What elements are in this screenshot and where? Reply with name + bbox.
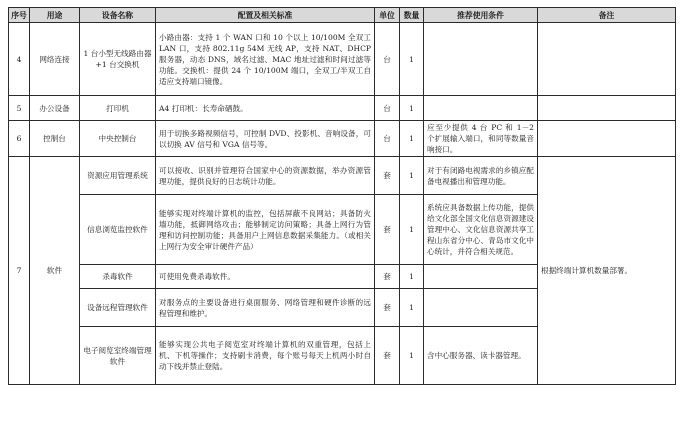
cell-qty: 1 [400,121,424,157]
cell-name: 打印机 [80,96,156,121]
cell-qty: 1 [400,289,424,327]
cell-condition [424,265,538,289]
cell-qty: 1 [400,195,424,265]
cell-condition: 系统应具备数据上传功能，提供给文化部全国文化信息资源建设管理中心、文化信息资源共享工程山东省分中心、青岛市文化中心统计，并符合相关规范。 [424,195,538,265]
cell-unit: 套 [375,157,400,195]
cell-config: 对服务点的主要设备进行桌面服务、网络管理和硬件诊断的远程管理和维护。 [156,289,375,327]
cell-name: 资源应用管理系统 [80,157,156,195]
cell-name: 1 台小型无线路由器+1 台交换机 [80,23,156,96]
cell-name: 杀毒软件 [80,265,156,289]
cell-unit: 套 [375,289,400,327]
cell-unit: 台 [375,96,400,121]
cell-config: 能够实现对终端计算机的监控，包括屏蔽不良网站；具备防火墙功能，抵御网络攻击；能够制定访问策略；具备上网行为管理和访问控制功能；具备用户上网信息数据采集能力。（或相关上网行为安全审计硬件产品） [156,195,375,265]
header-qty: 数量 [400,8,424,23]
cell-condition [424,23,538,96]
cell-condition: 应至少提供 4 台 PC 和 1－2 个扩展输入端口，和同等数量音响接口。 [424,121,538,157]
header-condition: 推荐使用条件 [424,8,538,23]
table-row [9,121,676,157]
cell-qty: 1 [400,327,424,385]
cell-seq: 5 [9,96,30,121]
header-config: 配置及相关标准 [156,8,375,23]
cell-config: 能够实现公共电子阅览室对终端计算机的双重管理，包括上机、下机等操作；支持刷卡消费，每个账号每天上机两小时自动下线并禁止登陆。 [156,327,375,385]
cell-config: 用于切换多路视频信号，可控制 DVD、投影机、音响设备，可以切换 AV 信号和 VGA 信号等。 [156,121,375,157]
cell-remark [538,96,676,121]
cell-seq: 4 [9,23,30,96]
cell-config: A4 打印机：长寿命硒鼓。 [156,96,375,121]
cell-unit: 台 [375,121,400,157]
cell-seq: 6 [9,121,30,157]
header-use: 用途 [30,8,80,23]
cell-condition [424,289,538,327]
cell-unit: 套 [375,195,400,265]
cell-qty: 1 [400,157,424,195]
cell-name: 中央控制台 [80,121,156,157]
cell-unit: 套 [375,265,400,289]
cell-remark [538,121,676,157]
header-row [9,8,676,23]
cell-name: 信息浏览监控软件 [80,195,156,265]
cell-remark: 根据终端计算机数量部署。 [538,157,676,385]
cell-qty: 1 [400,23,424,96]
cell-condition [424,96,538,121]
header-unit: 单位 [375,8,400,23]
cell-remark [538,23,676,96]
cell-config: 小路由器：支持 1 个 WAN 口和 10 个以上 10/100M 全双工 LAN 口，支持 802.11g 54M 无线 AP，支持 NAT、DHCP 服务器，动态 DNS，域名过滤、MAC 地址过滤和时间过滤等功能。交换机：提供 24 个 10/100M 端口，全双工/半双工自适应支持端口镜像。 [156,23,375,96]
cell-qty: 1 [400,265,424,289]
cell-name: 电子阅览室终端管理软件 [80,327,156,385]
table-row [9,157,676,195]
cell-config: 可以接收、识别并管理符合国家中心的资源数据，举办资源管理功能，提供良好的日志统计功能。 [156,157,375,195]
header-name: 设备名称 [80,8,156,23]
cell-use: 控制台 [30,121,80,157]
cell-config: 可使用免费杀毒软件。 [156,265,375,289]
cell-name: 设备远程管理软件 [80,289,156,327]
cell-unit: 套 [375,327,400,385]
cell-seq: 7 [9,157,30,385]
cell-use: 网络连接 [30,23,80,96]
header-seq: 序号 [9,8,30,23]
cell-unit: 台 [375,23,400,96]
cell-condition: 含中心服务器、读卡器管理。 [424,327,538,385]
cell-use: 软件 [30,157,80,385]
cell-use: 办公设备 [30,96,80,121]
cell-condition: 对于有闭路电视需求的乡镇应配备电视播出和管理功能。 [424,157,538,195]
cell-qty: 1 [400,96,424,121]
table-row [9,23,676,96]
equipment-table [8,7,676,385]
table-row [9,96,676,121]
header-remark: 备注 [538,8,676,23]
